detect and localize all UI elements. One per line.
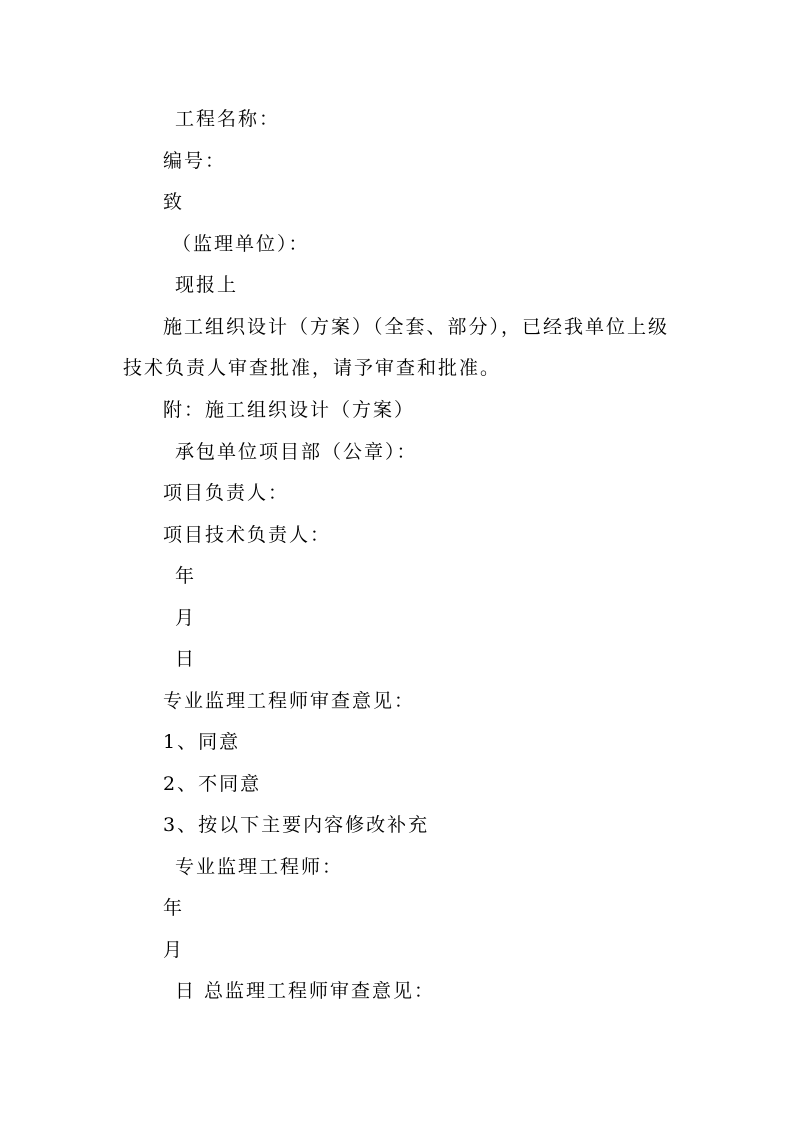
serial-number-label: 编号： <box>163 150 227 172</box>
date-year-label: 年 <box>175 565 197 587</box>
option-agree: 1、同意 <box>163 731 241 753</box>
report-intro-text: 现报上 <box>175 274 239 296</box>
date-day-label: 日 <box>175 648 197 670</box>
project-manager-label: 项目负责人： <box>163 482 290 504</box>
project-tech-lead-label: 项目技术负责人： <box>163 524 332 546</box>
attachment-label: 附：施工组织设计（方案） <box>163 399 416 421</box>
chief-engineer-review-label: 日 总监理工程师审查意见： <box>175 980 436 1002</box>
engineer-review-opinion-label: 专业监理工程师审查意见： <box>163 690 416 712</box>
contractor-dept-seal-label: 承包单位项目部（公章）： <box>175 441 418 463</box>
body-paragraph-line-1: 施工组织设计（方案）（全套、部分），已经我单位上级 <box>163 316 670 338</box>
addressee-label: 致 <box>163 191 185 213</box>
date-year-label-2: 年 <box>163 897 185 919</box>
option-revise: 3、按以下主要内容修改补充 <box>163 814 430 836</box>
date-month-label-2: 月 <box>163 939 185 961</box>
body-paragraph-line-2: 技术负责人审查批准，请予审查和批准。 <box>123 357 502 379</box>
supervision-unit-label: （监理单位）： <box>172 233 310 255</box>
option-disagree: 2、不同意 <box>163 773 262 795</box>
supervising-engineer-label: 专业监理工程师： <box>175 856 344 878</box>
project-name-label: 工程名称： <box>175 108 281 130</box>
date-month-label: 月 <box>175 607 197 629</box>
